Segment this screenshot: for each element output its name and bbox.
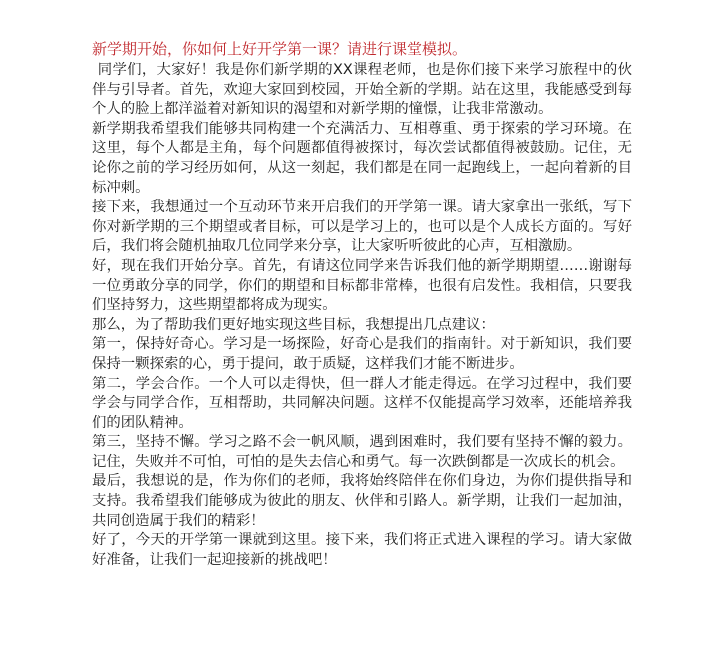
paragraph-closing: 最后，我想说的是，作为你们的老师，我将始终陪伴在你们身边，为你们提供指导和支持。我希望我们能够成为彼此的朋友、伙伴和引路人。新学期，让我们一起加油，共同创造属于我们的精彩！ — [92, 473, 632, 529]
question-title: 新学期开始，你如何上好开学第一课？请进行课堂模拟。 — [92, 40, 468, 58]
paragraph-ending: 好了，今天的开学第一课就到这里。接下来，我们将正式进入课程的学习。请大家做好准备，让我们一起迎接新的挑战吧！ — [92, 532, 632, 568]
paragraph-sharing: 好，现在我们开始分享。首先，有请这位同学来告诉我们他的新学期期望……谢谢每一位勇敢分享的同学，你们的期望和目标都非常棒，也很有启发性。我相信，只要我们坚持努力，这些期望都将成为现实。 — [92, 257, 632, 314]
paragraph-environment: 新学期我希望我们能够共同构建一个充满活力、互相尊重、勇于探索的学习环境。在这里，每个人都是主角，每个问题都值得被探讨，每次尝试都值得被鼓励。记住，无论你之前的学习经历如何，从这一刻起，我们都是在同一起跑线上，一起向着新的目标冲刺。 — [92, 120, 632, 196]
paragraph-activity: 接下来，我想通过一个互动环节来开启我们的开学第一课。请大家拿出一张纸，写下你对新学期的三个期望或者目标，可以是学习上的，也可以是个人成长方面的。写好后，我们将会随机抽取几位同学来分享，让大家听听彼此的心声，互相激励。 — [92, 199, 632, 255]
paragraph-suggestion-perseverance: 第三，坚持不懈。学习之路不会一帆风顺，遇到困难时，我们要有坚持不懈的毅力。记住，失败并不可怕，可怕的是失去信心和勇气。每一次跌倒都是一次成长的机会。 — [92, 434, 632, 470]
paragraph-suggestion-cooperation: 第二，学会合作。一个人可以走得快，但一群人才能走得远。在学习过程中，我们要学会与同学合作，互相帮助，共同解决问题。这样不仅能提高学习效率，还能培养我们的团队精神。 — [92, 375, 632, 431]
paragraph-suggestions-intro: 那么，为了帮助我们更好地实现这些目标，我想提出几点建议： — [92, 316, 495, 333]
paragraph-greeting: 同学们，大家好！我是你们新学期的XX课程老师，也是你们接下来学习旅程中的伙伴与引导者。首先，欢迎大家回到校园，开始全新的学期。站在这里，我能感受到每个人的脸上都洋溢着对新知识的渴望和对新学期的憧憬，让我非常激动。 — [92, 62, 632, 118]
document-page — [92, 40, 632, 570]
paragraph-suggestion-curiosity: 第一，保持好奇心。学习是一场探险，好奇心是我们的指南针。对于新知识，我们要保持一颗探索的心，勇于提问，敢于质疑，这样我们才能不断进步。 — [92, 336, 632, 372]
